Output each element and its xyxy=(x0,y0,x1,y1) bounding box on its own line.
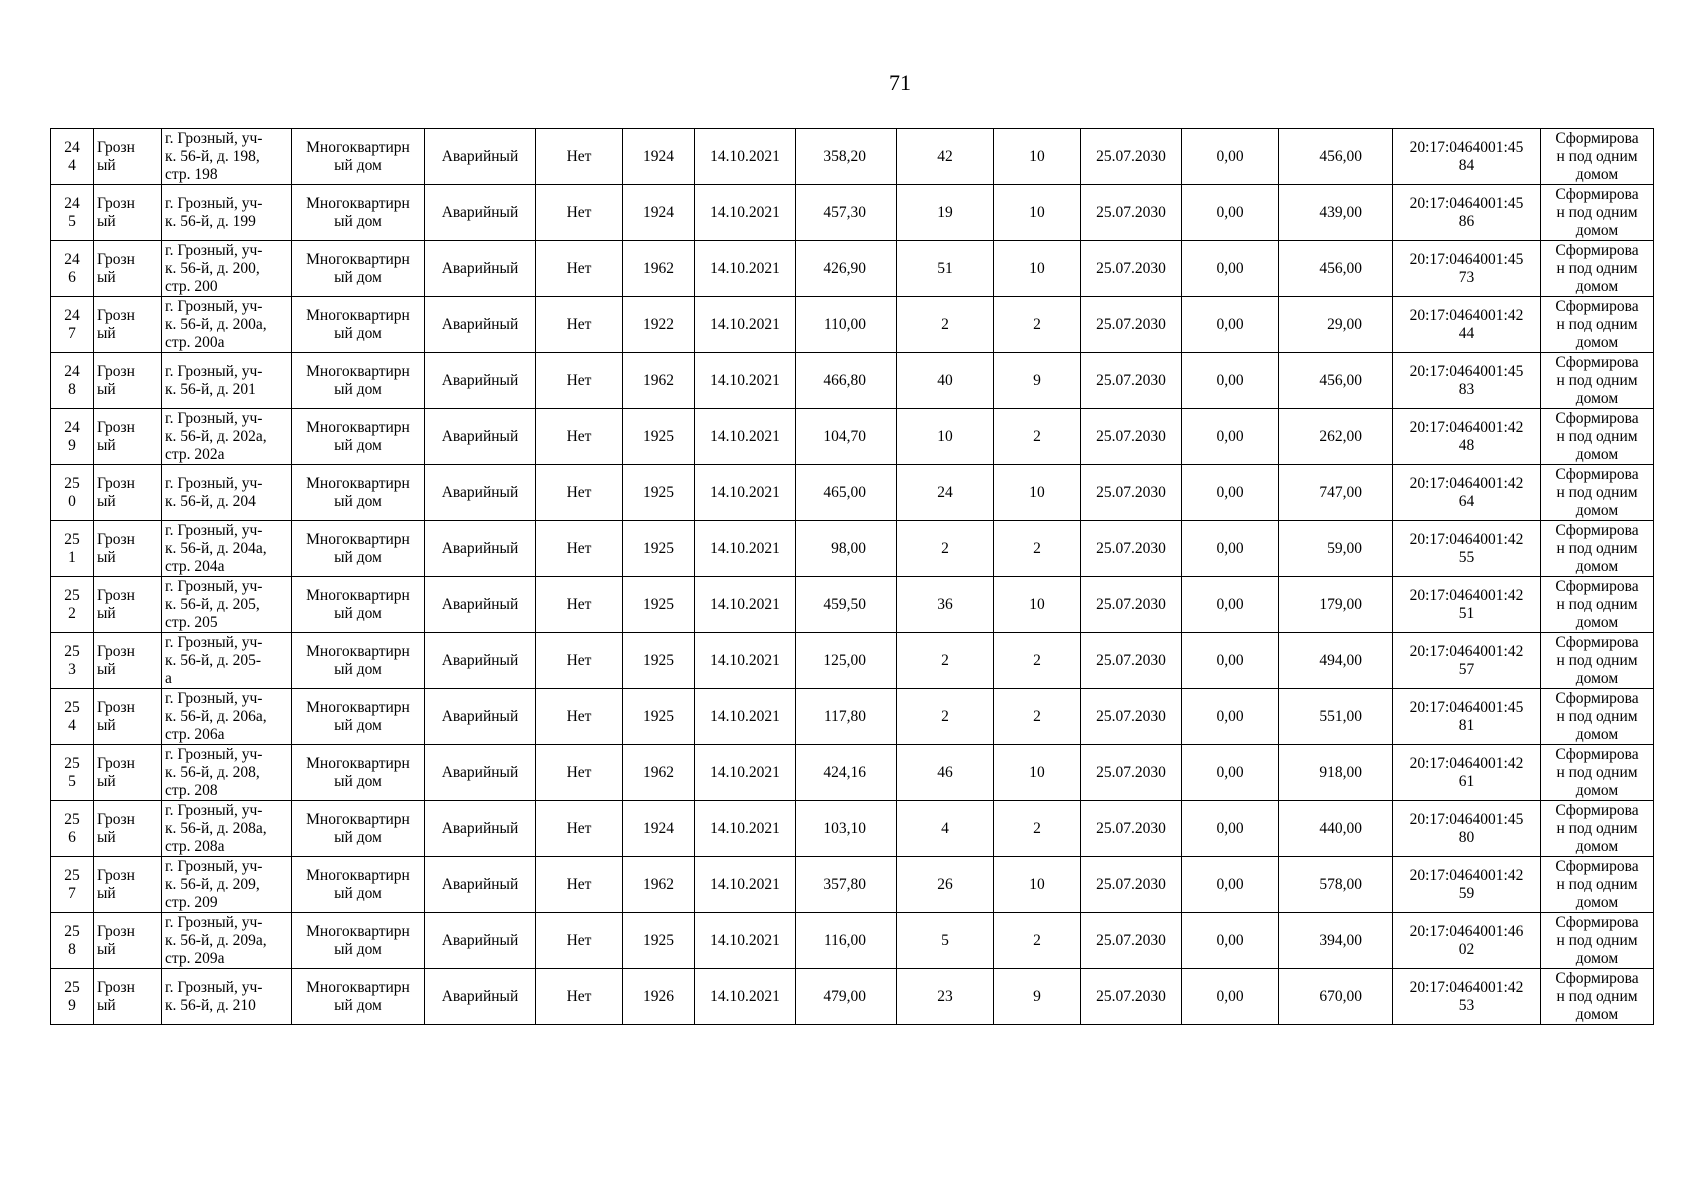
deadline-cell: 25.07.2030 xyxy=(1081,185,1182,241)
deadline-cell: 25.07.2030 xyxy=(1081,465,1182,521)
deadline-cell: 25.07.2030 xyxy=(1081,353,1182,409)
row-number: 25 1 xyxy=(51,521,94,577)
units-cell: 10 xyxy=(994,745,1081,801)
flag-cell: Нет xyxy=(536,913,623,969)
year-cell: 1925 xyxy=(623,409,695,465)
building-type-cell: Многоквартирн ый дом xyxy=(292,857,425,913)
residents-cell: 10 xyxy=(897,409,994,465)
city-cell: Грозн ый xyxy=(94,857,162,913)
units-cell: 10 xyxy=(994,129,1081,185)
note-cell: Сформирова н под одним домом xyxy=(1541,577,1654,633)
cadastral-number-cell: 20:17:0464001:45 84 xyxy=(1393,129,1541,185)
residents-cell: 2 xyxy=(897,633,994,689)
year-cell: 1925 xyxy=(623,689,695,745)
note-cell: Сформирова н под одним домом xyxy=(1541,297,1654,353)
deadline-cell: 25.07.2030 xyxy=(1081,241,1182,297)
note-cell: Сформирова н под одним домом xyxy=(1541,913,1654,969)
area-cell: 479,00 xyxy=(796,969,897,1025)
residents-cell: 2 xyxy=(897,521,994,577)
date-cell: 14.10.2021 xyxy=(695,969,796,1025)
building-type-cell: Многоквартирн ый дом xyxy=(292,969,425,1025)
year-cell: 1962 xyxy=(623,745,695,801)
building-type-cell: Многоквартирн ый дом xyxy=(292,801,425,857)
cadastral-number-cell: 20:17:0464001:42 59 xyxy=(1393,857,1541,913)
deadline-cell: 25.07.2030 xyxy=(1081,633,1182,689)
building-type-cell: Многоквартирн ый дом xyxy=(292,241,425,297)
value2-cell: 179,00 xyxy=(1279,577,1393,633)
residents-cell: 36 xyxy=(897,577,994,633)
date-cell: 14.10.2021 xyxy=(695,801,796,857)
table-row xyxy=(51,521,1654,577)
value2-cell: 29,00 xyxy=(1279,297,1393,353)
flag-cell: Нет xyxy=(536,353,623,409)
row-number: 25 8 xyxy=(51,913,94,969)
table-row xyxy=(51,409,1654,465)
units-cell: 10 xyxy=(994,857,1081,913)
date-cell: 14.10.2021 xyxy=(695,745,796,801)
building-type-cell: Многоквартирн ый дом xyxy=(292,409,425,465)
residents-cell: 42 xyxy=(897,129,994,185)
deadline-cell: 25.07.2030 xyxy=(1081,857,1182,913)
flag-cell: Нет xyxy=(536,521,623,577)
note-cell: Сформирова н под одним домом xyxy=(1541,801,1654,857)
building-type-cell: Многоквартирн ый дом xyxy=(292,633,425,689)
table-row xyxy=(51,969,1654,1025)
area-cell: 357,80 xyxy=(796,857,897,913)
address-cell: г. Грозный, уч- к. 56-й, д. 205- а xyxy=(162,633,292,689)
year-cell: 1962 xyxy=(623,241,695,297)
flag-cell: Нет xyxy=(536,129,623,185)
value2-cell: 59,00 xyxy=(1279,521,1393,577)
cadastral-number-cell: 20:17:0464001:42 48 xyxy=(1393,409,1541,465)
address-cell: г. Грозный, уч- к. 56-й, д. 209, стр. 209 xyxy=(162,857,292,913)
cadastral-number-cell: 20:17:0464001:42 55 xyxy=(1393,521,1541,577)
cadastral-number-cell: 20:17:0464001:42 64 xyxy=(1393,465,1541,521)
address-cell: г. Грозный, уч- к. 56-й, д. 199 xyxy=(162,185,292,241)
deadline-cell: 25.07.2030 xyxy=(1081,801,1182,857)
year-cell: 1925 xyxy=(623,465,695,521)
value1-cell: 0,00 xyxy=(1182,857,1279,913)
city-cell: Грозн ый xyxy=(94,689,162,745)
units-cell: 10 xyxy=(994,577,1081,633)
flag-cell: Нет xyxy=(536,297,623,353)
flag-cell: Нет xyxy=(536,185,623,241)
building-type-cell: Многоквартирн ый дом xyxy=(292,913,425,969)
residents-cell: 51 xyxy=(897,241,994,297)
address-cell: г. Грозный, уч- к. 56-й, д. 205, стр. 205 xyxy=(162,577,292,633)
registry-body xyxy=(51,129,1654,1025)
value1-cell: 0,00 xyxy=(1182,521,1279,577)
area-cell: 465,00 xyxy=(796,465,897,521)
city-cell: Грозн ый xyxy=(94,913,162,969)
building-type-cell: Многоквартирн ый дом xyxy=(292,297,425,353)
row-number: 25 6 xyxy=(51,801,94,857)
value2-cell: 747,00 xyxy=(1279,465,1393,521)
building-type-cell: Многоквартирн ый дом xyxy=(292,521,425,577)
value2-cell: 670,00 xyxy=(1279,969,1393,1025)
date-cell: 14.10.2021 xyxy=(695,577,796,633)
table-row xyxy=(51,241,1654,297)
address-cell: г. Грозный, уч- к. 56-й, д. 200, стр. 200 xyxy=(162,241,292,297)
residents-cell: 24 xyxy=(897,465,994,521)
row-number: 24 8 xyxy=(51,353,94,409)
flag-cell: Нет xyxy=(536,409,623,465)
units-cell: 2 xyxy=(994,297,1081,353)
area-cell: 116,00 xyxy=(796,913,897,969)
units-cell: 9 xyxy=(994,969,1081,1025)
value2-cell: 439,00 xyxy=(1279,185,1393,241)
units-cell: 2 xyxy=(994,521,1081,577)
status-cell: Аварийный xyxy=(425,465,536,521)
units-cell: 10 xyxy=(994,465,1081,521)
row-number: 25 3 xyxy=(51,633,94,689)
year-cell: 1925 xyxy=(623,521,695,577)
flag-cell: Нет xyxy=(536,801,623,857)
address-cell: г. Грозный, уч- к. 56-й, д. 206а, стр. 206а xyxy=(162,689,292,745)
table-row xyxy=(51,129,1654,185)
status-cell: Аварийный xyxy=(425,521,536,577)
area-cell: 426,90 xyxy=(796,241,897,297)
year-cell: 1925 xyxy=(623,913,695,969)
cadastral-number-cell: 20:17:0464001:42 61 xyxy=(1393,745,1541,801)
value2-cell: 440,00 xyxy=(1279,801,1393,857)
value1-cell: 0,00 xyxy=(1182,577,1279,633)
row-number: 24 7 xyxy=(51,297,94,353)
date-cell: 14.10.2021 xyxy=(695,185,796,241)
units-cell: 10 xyxy=(994,185,1081,241)
residents-cell: 26 xyxy=(897,857,994,913)
year-cell: 1925 xyxy=(623,577,695,633)
cadastral-number-cell: 20:17:0464001:45 83 xyxy=(1393,353,1541,409)
area-cell: 110,00 xyxy=(796,297,897,353)
building-type-cell: Многоквартирн ый дом xyxy=(292,465,425,521)
note-cell: Сформирова н под одним домом xyxy=(1541,633,1654,689)
date-cell: 14.10.2021 xyxy=(695,129,796,185)
value2-cell: 918,00 xyxy=(1279,745,1393,801)
housing-registry-table xyxy=(50,128,1654,1025)
address-cell: г. Грозный, уч- к. 56-й, д. 200а, стр. 200а xyxy=(162,297,292,353)
table-row xyxy=(51,577,1654,633)
year-cell: 1925 xyxy=(623,633,695,689)
city-cell: Грозн ый xyxy=(94,745,162,801)
flag-cell: Нет xyxy=(536,577,623,633)
value2-cell: 551,00 xyxy=(1279,689,1393,745)
note-cell: Сформирова н под одним домом xyxy=(1541,241,1654,297)
address-cell: г. Грозный, уч- к. 56-й, д. 209а, стр. 209а xyxy=(162,913,292,969)
building-type-cell: Многоквартирн ый дом xyxy=(292,689,425,745)
status-cell: Аварийный xyxy=(425,185,536,241)
status-cell: Аварийный xyxy=(425,801,536,857)
year-cell: 1962 xyxy=(623,353,695,409)
table-row xyxy=(51,185,1654,241)
status-cell: Аварийный xyxy=(425,857,536,913)
table-row xyxy=(51,353,1654,409)
residents-cell: 2 xyxy=(897,689,994,745)
city-cell: Грозн ый xyxy=(94,969,162,1025)
status-cell: Аварийный xyxy=(425,689,536,745)
area-cell: 125,00 xyxy=(796,633,897,689)
cadastral-number-cell: 20:17:0464001:45 73 xyxy=(1393,241,1541,297)
date-cell: 14.10.2021 xyxy=(695,913,796,969)
units-cell: 10 xyxy=(994,241,1081,297)
area-cell: 358,20 xyxy=(796,129,897,185)
flag-cell: Нет xyxy=(536,969,623,1025)
status-cell: Аварийный xyxy=(425,353,536,409)
value1-cell: 0,00 xyxy=(1182,185,1279,241)
area-cell: 459,50 xyxy=(796,577,897,633)
value2-cell: 394,00 xyxy=(1279,913,1393,969)
deadline-cell: 25.07.2030 xyxy=(1081,409,1182,465)
deadline-cell: 25.07.2030 xyxy=(1081,745,1182,801)
table-row xyxy=(51,689,1654,745)
cadastral-number-cell: 20:17:0464001:45 80 xyxy=(1393,801,1541,857)
deadline-cell: 25.07.2030 xyxy=(1081,129,1182,185)
date-cell: 14.10.2021 xyxy=(695,241,796,297)
row-number: 24 9 xyxy=(51,409,94,465)
year-cell: 1924 xyxy=(623,129,695,185)
city-cell: Грозн ый xyxy=(94,633,162,689)
address-cell: г. Грозный, уч- к. 56-й, д. 198, стр. 198 xyxy=(162,129,292,185)
value2-cell: 456,00 xyxy=(1279,353,1393,409)
table-row xyxy=(51,633,1654,689)
row-number: 24 5 xyxy=(51,185,94,241)
area-cell: 103,10 xyxy=(796,801,897,857)
status-cell: Аварийный xyxy=(425,969,536,1025)
table-row xyxy=(51,297,1654,353)
residents-cell: 40 xyxy=(897,353,994,409)
cadastral-number-cell: 20:17:0464001:42 53 xyxy=(1393,969,1541,1025)
status-cell: Аварийный xyxy=(425,297,536,353)
value1-cell: 0,00 xyxy=(1182,913,1279,969)
value1-cell: 0,00 xyxy=(1182,297,1279,353)
value1-cell: 0,00 xyxy=(1182,465,1279,521)
row-number: 25 7 xyxy=(51,857,94,913)
table-row xyxy=(51,913,1654,969)
value2-cell: 578,00 xyxy=(1279,857,1393,913)
deadline-cell: 25.07.2030 xyxy=(1081,521,1182,577)
flag-cell: Нет xyxy=(536,633,623,689)
year-cell: 1924 xyxy=(623,801,695,857)
note-cell: Сформирова н под одним домом xyxy=(1541,689,1654,745)
value2-cell: 456,00 xyxy=(1279,241,1393,297)
cadastral-number-cell: 20:17:0464001:45 86 xyxy=(1393,185,1541,241)
area-cell: 457,30 xyxy=(796,185,897,241)
flag-cell: Нет xyxy=(536,745,623,801)
row-number: 25 0 xyxy=(51,465,94,521)
note-cell: Сформирова н под одним домом xyxy=(1541,969,1654,1025)
value1-cell: 0,00 xyxy=(1182,689,1279,745)
address-cell: г. Грозный, уч- к. 56-й, д. 202а, стр. 202а xyxy=(162,409,292,465)
units-cell: 2 xyxy=(994,633,1081,689)
building-type-cell: Многоквартирн ый дом xyxy=(292,745,425,801)
date-cell: 14.10.2021 xyxy=(695,521,796,577)
area-cell: 424,16 xyxy=(796,745,897,801)
flag-cell: Нет xyxy=(536,857,623,913)
date-cell: 14.10.2021 xyxy=(695,409,796,465)
address-cell: г. Грозный, уч- к. 56-й, д. 208, стр. 208 xyxy=(162,745,292,801)
table-row xyxy=(51,745,1654,801)
city-cell: Грозн ый xyxy=(94,409,162,465)
status-cell: Аварийный xyxy=(425,577,536,633)
cadastral-number-cell: 20:17:0464001:42 44 xyxy=(1393,297,1541,353)
value2-cell: 262,00 xyxy=(1279,409,1393,465)
flag-cell: Нет xyxy=(536,241,623,297)
address-cell: г. Грозный, уч- к. 56-й, д. 204 xyxy=(162,465,292,521)
value1-cell: 0,00 xyxy=(1182,129,1279,185)
note-cell: Сформирова н под одним домом xyxy=(1541,745,1654,801)
value1-cell: 0,00 xyxy=(1182,745,1279,801)
city-cell: Грозн ый xyxy=(94,353,162,409)
note-cell: Сформирова н под одним домом xyxy=(1541,521,1654,577)
city-cell: Грозн ый xyxy=(94,129,162,185)
deadline-cell: 25.07.2030 xyxy=(1081,577,1182,633)
note-cell: Сформирова н под одним домом xyxy=(1541,465,1654,521)
residents-cell: 46 xyxy=(897,745,994,801)
units-cell: 2 xyxy=(994,913,1081,969)
value2-cell: 494,00 xyxy=(1279,633,1393,689)
table-row xyxy=(51,857,1654,913)
year-cell: 1924 xyxy=(623,185,695,241)
residents-cell: 5 xyxy=(897,913,994,969)
note-cell: Сформирова н под одним домом xyxy=(1541,353,1654,409)
note-cell: Сформирова н под одним домом xyxy=(1541,857,1654,913)
building-type-cell: Многоквартирн ый дом xyxy=(292,129,425,185)
building-type-cell: Многоквартирн ый дом xyxy=(292,577,425,633)
residents-cell: 4 xyxy=(897,801,994,857)
table-row xyxy=(51,801,1654,857)
status-cell: Аварийный xyxy=(425,633,536,689)
deadline-cell: 25.07.2030 xyxy=(1081,297,1182,353)
status-cell: Аварийный xyxy=(425,913,536,969)
address-cell: г. Грозный, уч- к. 56-й, д. 204а, стр. 204а xyxy=(162,521,292,577)
building-type-cell: Многоквартирн ый дом xyxy=(292,185,425,241)
cadastral-number-cell: 20:17:0464001:42 51 xyxy=(1393,577,1541,633)
cadastral-number-cell: 20:17:0464001:45 81 xyxy=(1393,689,1541,745)
row-number: 25 4 xyxy=(51,689,94,745)
deadline-cell: 25.07.2030 xyxy=(1081,969,1182,1025)
date-cell: 14.10.2021 xyxy=(695,297,796,353)
note-cell: Сформирова н под одним домом xyxy=(1541,129,1654,185)
date-cell: 14.10.2021 xyxy=(695,353,796,409)
date-cell: 14.10.2021 xyxy=(695,689,796,745)
date-cell: 14.10.2021 xyxy=(695,633,796,689)
note-cell: Сформирова н под одним домом xyxy=(1541,409,1654,465)
area-cell: 466,80 xyxy=(796,353,897,409)
units-cell: 9 xyxy=(994,353,1081,409)
units-cell: 2 xyxy=(994,409,1081,465)
date-cell: 14.10.2021 xyxy=(695,465,796,521)
row-number: 24 6 xyxy=(51,241,94,297)
value2-cell: 456,00 xyxy=(1279,129,1393,185)
row-number: 25 2 xyxy=(51,577,94,633)
page-number: 71 xyxy=(889,70,911,95)
area-cell: 117,80 xyxy=(796,689,897,745)
value1-cell: 0,00 xyxy=(1182,801,1279,857)
table-row xyxy=(51,465,1654,521)
value1-cell: 0,00 xyxy=(1182,353,1279,409)
value1-cell: 0,00 xyxy=(1182,969,1279,1025)
deadline-cell: 25.07.2030 xyxy=(1081,689,1182,745)
city-cell: Грозн ый xyxy=(94,521,162,577)
row-number: 24 4 xyxy=(51,129,94,185)
city-cell: Грозн ый xyxy=(94,801,162,857)
city-cell: Грозн ый xyxy=(94,297,162,353)
row-number: 25 5 xyxy=(51,745,94,801)
row-number: 25 9 xyxy=(51,969,94,1025)
flag-cell: Нет xyxy=(536,689,623,745)
value1-cell: 0,00 xyxy=(1182,409,1279,465)
year-cell: 1926 xyxy=(623,969,695,1025)
year-cell: 1922 xyxy=(623,297,695,353)
deadline-cell: 25.07.2030 xyxy=(1081,913,1182,969)
address-cell: г. Грозный, уч- к. 56-й, д. 208а, стр. 208а xyxy=(162,801,292,857)
status-cell: Аварийный xyxy=(425,129,536,185)
address-cell: г. Грозный, уч- к. 56-й, д. 210 xyxy=(162,969,292,1025)
units-cell: 2 xyxy=(994,689,1081,745)
cadastral-number-cell: 20:17:0464001:46 02 xyxy=(1393,913,1541,969)
residents-cell: 23 xyxy=(897,969,994,1025)
cadastral-number-cell: 20:17:0464001:42 57 xyxy=(1393,633,1541,689)
status-cell: Аварийный xyxy=(425,241,536,297)
address-cell: г. Грозный, уч- к. 56-й, д. 201 xyxy=(162,353,292,409)
city-cell: Грозн ый xyxy=(94,577,162,633)
status-cell: Аварийный xyxy=(425,409,536,465)
status-cell: Аварийный xyxy=(425,745,536,801)
city-cell: Грозн ый xyxy=(94,465,162,521)
flag-cell: Нет xyxy=(536,465,623,521)
city-cell: Грозн ый xyxy=(94,185,162,241)
units-cell: 2 xyxy=(994,801,1081,857)
city-cell: Грозн ый xyxy=(94,241,162,297)
building-type-cell: Многоквартирн ый дом xyxy=(292,353,425,409)
area-cell: 104,70 xyxy=(796,409,897,465)
year-cell: 1962 xyxy=(623,857,695,913)
area-cell: 98,00 xyxy=(796,521,897,577)
value1-cell: 0,00 xyxy=(1182,241,1279,297)
residents-cell: 19 xyxy=(897,185,994,241)
note-cell: Сформирова н под одним домом xyxy=(1541,185,1654,241)
residents-cell: 2 xyxy=(897,297,994,353)
value1-cell: 0,00 xyxy=(1182,633,1279,689)
date-cell: 14.10.2021 xyxy=(695,857,796,913)
